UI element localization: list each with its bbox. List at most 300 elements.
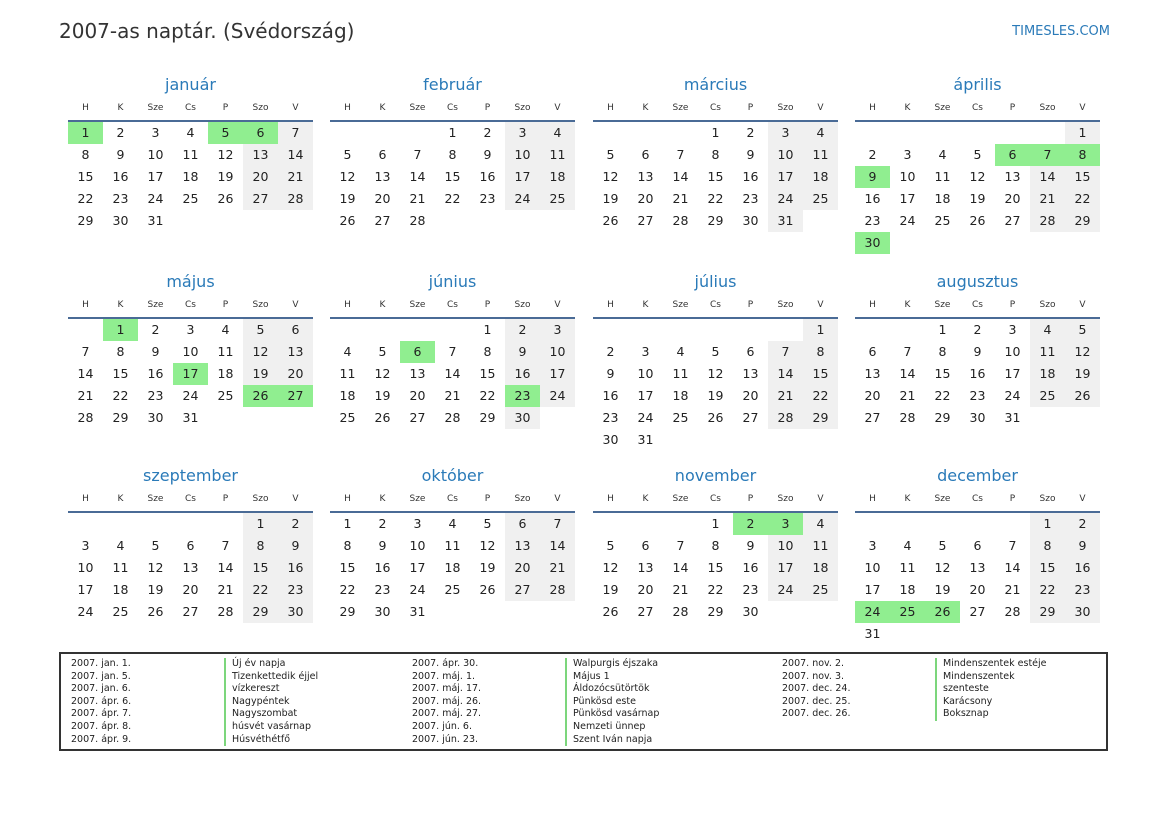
day-cell: 13 [182, 560, 199, 575]
empty-day-cell [68, 319, 103, 341]
day-cell: 21 [768, 385, 803, 407]
weekday-header [593, 96, 838, 122]
day-cell: 4 [803, 513, 838, 535]
empty-day-cell [593, 319, 628, 341]
weekday-label: Sze [672, 494, 689, 504]
holiday-day-cell: 6 [995, 144, 1030, 166]
day-cell: 18 [1030, 363, 1065, 385]
legend-row [412, 683, 659, 696]
weekday-label: V [554, 494, 561, 504]
weekday-label: H [869, 494, 876, 504]
weekday-label: Szo [1039, 300, 1056, 310]
day-cell: 5 [938, 538, 947, 553]
day-cell: 27 [243, 188, 278, 210]
empty-day-cell [698, 319, 733, 341]
legend-row [782, 671, 1047, 684]
empty-day-cell [890, 319, 925, 341]
weekday-label: P [1009, 494, 1016, 504]
day-cell: 30 [505, 407, 540, 429]
day-cell: 20 [409, 388, 426, 403]
day-cell: 13 [1004, 169, 1021, 184]
weekday-label: V [817, 103, 824, 113]
day-cell: 11 [112, 560, 129, 575]
day-cell: 20 [637, 191, 654, 206]
day-cell: 26 [147, 604, 164, 619]
day-cell: 18 [803, 557, 838, 579]
day-cell: 19 [217, 169, 234, 184]
weekday-label: K [117, 494, 124, 504]
holiday-name: Karácsony [935, 696, 992, 709]
empty-day-cell [890, 122, 925, 144]
empty-day-cell [435, 319, 470, 341]
day-cell: 25 [339, 410, 356, 425]
holiday-day-cell: 30 [855, 232, 890, 254]
day-cell: 3 [505, 122, 540, 144]
day-cell: 28 [278, 188, 313, 210]
holiday-day-cell: 1 [68, 122, 103, 144]
holiday-day-cell: 26 [243, 385, 278, 407]
day-cell: 8 [343, 538, 352, 553]
day-cell: 27 [409, 410, 426, 425]
day-cell: 17 [864, 582, 881, 597]
day-cell: 1 [483, 322, 492, 337]
day-cell: 21 [77, 388, 94, 403]
day-cell: 10 [147, 147, 164, 162]
day-cell: 19 [1065, 363, 1100, 385]
holiday-name: szenteste [935, 683, 989, 696]
day-cell: 12 [934, 560, 951, 575]
day-cell: 26 [339, 213, 356, 228]
day-cell: 8 [711, 147, 720, 162]
day-cell: 31 [864, 626, 881, 641]
weekday-header [855, 293, 1100, 319]
legend-row [412, 708, 659, 721]
day-cell: 28 [540, 579, 575, 601]
legend-row [782, 696, 1047, 709]
day-cell: 10 [1004, 344, 1021, 359]
weekday-label: Szo [1039, 494, 1056, 504]
weekday-label: H [607, 103, 614, 113]
empty-day-cell [628, 122, 663, 144]
day-cell: 10 [505, 144, 540, 166]
day-cell: 7 [768, 341, 803, 363]
day-cell: 3 [1008, 322, 1017, 337]
legend-row [782, 683, 1047, 696]
day-cell: 27 [1004, 213, 1021, 228]
holiday-date: 2007. máj. 1. [412, 670, 476, 682]
day-cell: 2 [973, 322, 982, 337]
day-cell: 31 [768, 210, 803, 232]
day-cell: 8 [448, 147, 457, 162]
day-cell: 8 [711, 538, 720, 553]
day-cell: 12 [1065, 341, 1100, 363]
day-cell: 6 [746, 344, 755, 359]
day-cell: 24 [505, 188, 540, 210]
day-cell: 29 [339, 604, 356, 619]
day-cell: 3 [768, 122, 803, 144]
day-cell: 4 [676, 344, 685, 359]
day-cell: 10 [77, 560, 94, 575]
day-cell: 28 [672, 213, 689, 228]
holiday-name: Nemzeti ünnep [565, 721, 645, 734]
legend-row [71, 658, 318, 671]
day-cell: 19 [934, 582, 951, 597]
legend-row [71, 721, 318, 734]
day-cell: 21 [409, 191, 426, 206]
day-cell: 3 [641, 344, 650, 359]
day-cell: 22 [479, 388, 496, 403]
day-cell: 6 [378, 147, 387, 162]
empty-day-cell [330, 319, 365, 341]
day-cell: 6 [641, 147, 650, 162]
weekday-label: H [344, 300, 351, 310]
day-cell: 8 [81, 147, 90, 162]
day-cell: 16 [1065, 557, 1100, 579]
weekday-label: Szo [1039, 103, 1056, 113]
month-name: szeptember [142, 466, 238, 485]
site-link[interactable]: TIMESLES.COM [1012, 24, 1110, 39]
day-cell: 15 [1030, 557, 1065, 579]
day-cell: 13 [637, 560, 654, 575]
day-cell: 17 [147, 169, 164, 184]
day-cell: 29 [1030, 601, 1065, 623]
day-cell: 14 [768, 363, 803, 385]
day-cell: 23 [479, 191, 496, 206]
day-cell: 7 [540, 513, 575, 535]
day-cell: 21 [540, 557, 575, 579]
day-cell: 31 [182, 410, 199, 425]
day-cell: 23 [742, 191, 759, 206]
holiday-day-cell: 9 [855, 166, 890, 188]
empty-day-cell [365, 122, 400, 144]
holiday-name: Tizenkettedik éjjel [224, 671, 318, 684]
day-cell: 17 [1004, 366, 1021, 381]
empty-day-cell [995, 122, 1030, 144]
holiday-name: Május 1 [565, 671, 610, 684]
day-cell: 15 [1065, 166, 1100, 188]
day-cell: 17 [768, 557, 803, 579]
holiday-date: 2007. ápr. 30. [412, 658, 479, 669]
day-grid [593, 319, 838, 451]
weekday-label: V [817, 300, 824, 310]
weekday-header [855, 96, 1100, 122]
weekday-label: H [344, 103, 351, 113]
day-cell: 20 [243, 166, 278, 188]
day-cell: 20 [278, 363, 313, 385]
day-cell: 9 [606, 366, 615, 381]
day-cell: 16 [742, 560, 759, 575]
day-cell: 20 [969, 582, 986, 597]
month-calendar [330, 74, 575, 232]
day-cell: 25 [444, 582, 461, 597]
day-cell: 17 [540, 363, 575, 385]
empty-day-cell [628, 513, 663, 535]
holiday-date: 2007. jún. 6. [412, 720, 473, 732]
day-cell: 16 [969, 366, 986, 381]
day-cell: 14 [444, 366, 461, 381]
day-cell: 9 [278, 535, 313, 557]
day-cell: 2 [1065, 513, 1100, 535]
weekday-label: K [117, 300, 124, 310]
weekday-label: H [82, 103, 89, 113]
day-cell: 1 [938, 322, 947, 337]
day-cell: 5 [606, 538, 615, 553]
day-cell: 12 [217, 147, 234, 162]
day-cell: 13 [864, 366, 881, 381]
day-cell: 10 [864, 560, 881, 575]
holiday-name: Szent Iván napja [565, 734, 652, 747]
day-cell: 30 [278, 601, 313, 623]
empty-day-cell [400, 319, 435, 341]
day-cell: 9 [151, 344, 160, 359]
day-cell: 1 [711, 125, 720, 140]
day-cell: 26 [217, 191, 234, 206]
legend-row [412, 671, 659, 684]
empty-day-cell [593, 513, 628, 535]
day-cell: 24 [182, 388, 199, 403]
weekday-label: Sze [147, 494, 164, 504]
weekday-label: P [484, 103, 491, 113]
day-cell: 12 [479, 538, 496, 553]
day-cell: 25 [1030, 385, 1065, 407]
day-cell: 22 [339, 582, 356, 597]
day-grid [593, 122, 838, 232]
weekday-label: Szo [514, 300, 531, 310]
day-cell: 3 [186, 322, 195, 337]
day-cell: 17 [77, 582, 94, 597]
weekday-label: V [1079, 103, 1086, 113]
day-cell: 4 [116, 538, 125, 553]
holiday-day-cell: 27 [278, 385, 313, 407]
weekday-label: P [747, 494, 754, 504]
legend-row [782, 658, 1047, 671]
day-cell: 22 [112, 388, 129, 403]
day-cell: 3 [868, 538, 877, 553]
day-cell: 19 [339, 191, 356, 206]
weekday-header [855, 487, 1100, 513]
day-cell: 19 [602, 191, 619, 206]
day-cell: 29 [1065, 210, 1100, 232]
day-cell: 15 [339, 560, 356, 575]
day-cell: 11 [1030, 341, 1065, 363]
weekday-label: P [747, 300, 754, 310]
weekday-label: H [607, 300, 614, 310]
empty-day-cell [365, 319, 400, 341]
day-cell: 2 [868, 147, 877, 162]
day-cell: 3 [903, 147, 912, 162]
day-cell: 22 [77, 191, 94, 206]
day-cell: 27 [742, 410, 759, 425]
day-cell: 29 [479, 410, 496, 425]
day-cell: 7 [278, 122, 313, 144]
day-cell: 10 [768, 535, 803, 557]
day-cell: 9 [378, 538, 387, 553]
day-cell: 15 [444, 169, 461, 184]
weekday-label: H [82, 300, 89, 310]
weekday-label: Cs [972, 300, 983, 310]
day-cell: 24 [899, 213, 916, 228]
day-cell: 20 [742, 388, 759, 403]
day-cell: 22 [444, 191, 461, 206]
day-cell: 23 [602, 410, 619, 425]
day-cell: 20 [505, 557, 540, 579]
empty-day-cell [1030, 122, 1065, 144]
day-cell: 12 [339, 169, 356, 184]
empty-day-cell [628, 319, 663, 341]
weekday-label: Cs [447, 300, 458, 310]
month-calendar [855, 74, 1100, 254]
day-cell: 26 [969, 213, 986, 228]
day-cell: 24 [768, 579, 803, 601]
day-cell: 30 [742, 604, 759, 619]
weekday-label: P [1009, 103, 1016, 113]
month-calendar [68, 74, 313, 232]
day-cell: 16 [479, 169, 496, 184]
weekday-label: Sze [409, 300, 426, 310]
day-cell: 25 [803, 188, 838, 210]
day-cell: 12 [969, 169, 986, 184]
day-cell: 25 [182, 191, 199, 206]
day-cell: 29 [803, 407, 838, 429]
day-cell: 23 [969, 388, 986, 403]
day-cell: 13 [505, 535, 540, 557]
day-cell: 6 [868, 344, 877, 359]
weekday-label: K [904, 300, 911, 310]
day-cell: 8 [116, 344, 125, 359]
weekday-label: K [379, 494, 386, 504]
day-grid [68, 319, 313, 429]
weekday-header [68, 293, 313, 319]
day-cell: 14 [278, 144, 313, 166]
day-cell: 11 [339, 366, 356, 381]
holiday-date: 2007. dec. 24. [782, 683, 851, 695]
weekday-label: P [1009, 300, 1016, 310]
day-cell: 24 [637, 410, 654, 425]
empty-day-cell [925, 122, 960, 144]
day-cell: 28 [899, 410, 916, 425]
day-cell: 28 [672, 604, 689, 619]
day-cell: 13 [409, 366, 426, 381]
holiday-day-cell: 25 [890, 601, 925, 623]
month-name: november [674, 466, 757, 485]
empty-day-cell [208, 513, 243, 535]
day-cell: 23 [374, 582, 391, 597]
day-cell: 3 [413, 516, 422, 531]
day-cell: 9 [746, 538, 755, 553]
day-cell: 27 [374, 213, 391, 228]
day-cell: 30 [374, 604, 391, 619]
day-cell: 10 [409, 538, 426, 553]
day-cell: 31 [637, 432, 654, 447]
day-cell: 18 [803, 166, 838, 188]
day-cell: 15 [77, 169, 94, 184]
day-cell: 22 [1065, 188, 1100, 210]
weekday-label: P [222, 494, 229, 504]
weekday-label: Cs [972, 103, 983, 113]
day-cell: 7 [903, 344, 912, 359]
holiday-day-cell: 8 [1065, 144, 1100, 166]
day-cell: 28 [1004, 604, 1021, 619]
day-cell: 10 [768, 144, 803, 166]
day-cell: 29 [243, 601, 278, 623]
day-cell: 21 [672, 582, 689, 597]
weekday-label: V [554, 300, 561, 310]
holiday-day-cell: 1 [103, 319, 138, 341]
holiday-date: 2007. nov. 2. [782, 658, 845, 669]
day-cell: 11 [444, 538, 461, 553]
day-cell: 14 [409, 169, 426, 184]
day-cell: 23 [1065, 579, 1100, 601]
day-cell: 2 [278, 513, 313, 535]
day-cell: 20 [637, 582, 654, 597]
holiday-date: 2007. ápr. 7. [71, 708, 132, 720]
day-cell: 6 [278, 319, 313, 341]
weekday-label: Cs [972, 494, 983, 504]
month-calendar [68, 271, 313, 429]
day-cell: 28 [77, 410, 94, 425]
weekday-label: V [1079, 300, 1086, 310]
day-cell: 26 [707, 410, 724, 425]
holiday-date: 2007. dec. 25. [782, 695, 851, 707]
day-cell: 12 [147, 560, 164, 575]
day-cell: 21 [278, 166, 313, 188]
day-grid [330, 122, 575, 232]
day-cell: 25 [217, 388, 234, 403]
day-cell: 11 [803, 144, 838, 166]
empty-day-cell [733, 319, 768, 341]
day-cell: 26 [602, 604, 619, 619]
day-cell: 21 [899, 388, 916, 403]
day-cell: 22 [1030, 579, 1065, 601]
holiday-day-cell: 2 [733, 513, 768, 535]
day-cell: 25 [672, 410, 689, 425]
day-cell: 16 [742, 169, 759, 184]
month-calendar [593, 271, 838, 451]
day-cell: 24 [540, 385, 575, 407]
holiday-name: Áldozócsütörtök [565, 683, 649, 696]
weekday-label: Szo [514, 494, 531, 504]
empty-day-cell [663, 122, 698, 144]
day-cell: 8 [938, 344, 947, 359]
day-cell: 4 [1030, 319, 1065, 341]
day-cell: 13 [243, 144, 278, 166]
day-cell: 16 [505, 363, 540, 385]
day-cell: 23 [147, 388, 164, 403]
day-cell: 19 [147, 582, 164, 597]
day-cell: 8 [803, 341, 838, 363]
legend-row [71, 696, 318, 709]
day-cell: 30 [112, 213, 129, 228]
day-cell: 8 [1030, 535, 1065, 557]
day-cell: 15 [707, 169, 724, 184]
month-name: május [166, 272, 215, 291]
day-cell: 21 [444, 388, 461, 403]
weekday-label: Szo [514, 103, 531, 113]
day-cell: 18 [444, 560, 461, 575]
weekday-label: Szo [777, 103, 794, 113]
holiday-name: Mindenszentek estéje [935, 658, 1047, 671]
day-cell: 23 [864, 213, 881, 228]
month-name: június [428, 272, 477, 291]
weekday-label: Szo [252, 103, 269, 113]
day-cell: 12 [602, 560, 619, 575]
holiday-date: 2007. máj. 26. [412, 695, 482, 707]
day-grid [68, 122, 313, 232]
day-cell: 28 [217, 604, 234, 619]
day-cell: 18 [672, 388, 689, 403]
holiday-date: 2007. ápr. 9. [71, 733, 132, 745]
day-grid [68, 513, 313, 623]
